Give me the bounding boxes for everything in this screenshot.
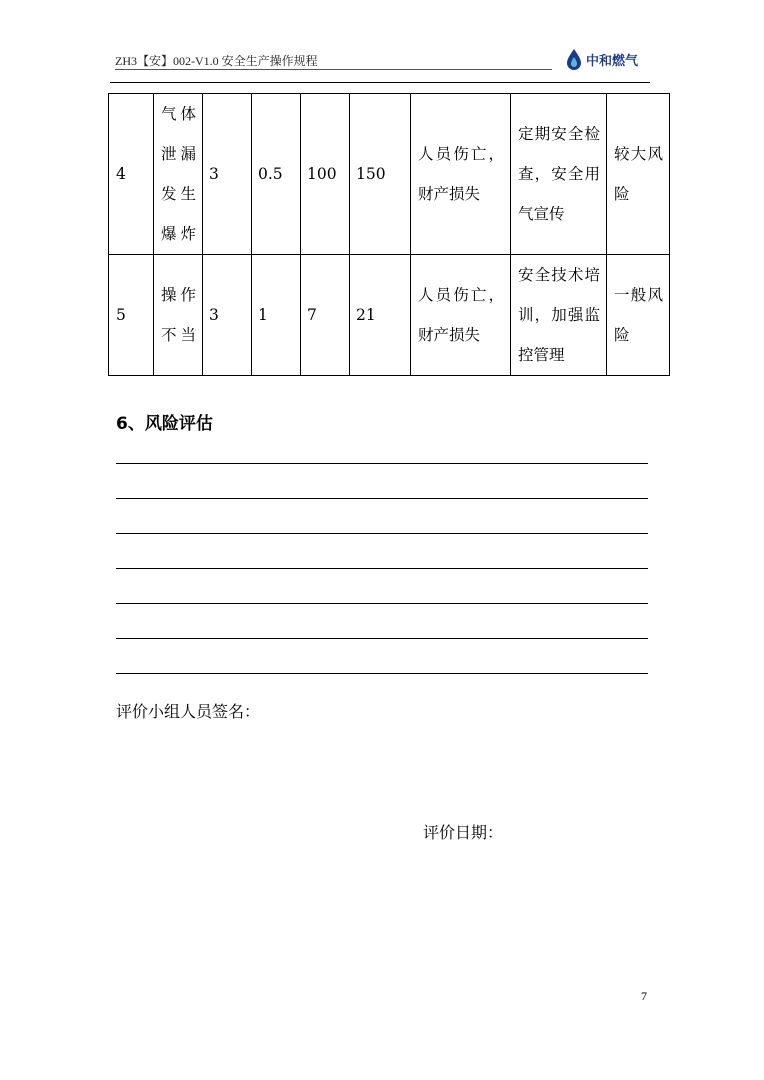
blank-line: [116, 533, 648, 534]
d-value: 150: [350, 94, 411, 255]
measures-cell: [511, 94, 607, 255]
measures-text: 安全技术培训，加强监控管理: [518, 266, 600, 364]
blank-line: [116, 463, 648, 464]
header-underline: [115, 69, 552, 70]
hazard-text: 操作不当: [161, 286, 196, 344]
blank-line: [116, 568, 648, 569]
measures-cell: [511, 255, 607, 376]
e-value: 1: [252, 255, 301, 376]
row-number: 5: [109, 255, 154, 376]
flame-drop-icon: [565, 48, 583, 70]
measures-text: 定期安全检查，安全用气宣传: [518, 125, 600, 223]
d-value: 21: [350, 255, 411, 376]
signature-label: 评价小组人员签名：: [116, 702, 261, 721]
table-row: [109, 255, 670, 376]
logo-text: 中和燃气: [586, 53, 639, 69]
header-rule: [110, 82, 650, 83]
risk-level-text: 较大风险: [614, 145, 663, 203]
table-row: [109, 94, 670, 255]
consequence-text: 人员伤亡，财产损失: [418, 286, 504, 344]
blank-line: [116, 673, 648, 674]
c-value: 7: [301, 255, 350, 376]
risk-level-cell: [607, 94, 670, 255]
blank-line: [116, 498, 648, 499]
hazard-cell: [154, 255, 203, 376]
row-number: 4: [109, 94, 154, 255]
page-number: 7: [641, 989, 647, 1003]
consequence-text: 人员伤亡，财产损失: [418, 145, 504, 203]
e-value: 0.5: [252, 94, 301, 255]
blank-line: [116, 638, 648, 639]
risk-level-text: 一般风险: [614, 286, 663, 344]
section-title: 6、风险评估: [116, 414, 213, 434]
company-logo: [565, 48, 638, 70]
hazard-text: 气体泄漏发生爆炸: [161, 105, 196, 243]
l-value: 3: [203, 94, 252, 255]
consequence-cell: [411, 94, 511, 255]
hazard-cell: [154, 94, 203, 255]
blank-line: [116, 603, 648, 604]
c-value: 100: [301, 94, 350, 255]
consequence-cell: [411, 255, 511, 376]
risk-level-cell: [607, 255, 670, 376]
risk-table: [108, 93, 670, 376]
date-label: 评价日期：: [423, 823, 504, 842]
l-value: 3: [203, 255, 252, 376]
document-title: ZH3【安】002-V1.0 安全生产操作规程: [115, 54, 318, 68]
